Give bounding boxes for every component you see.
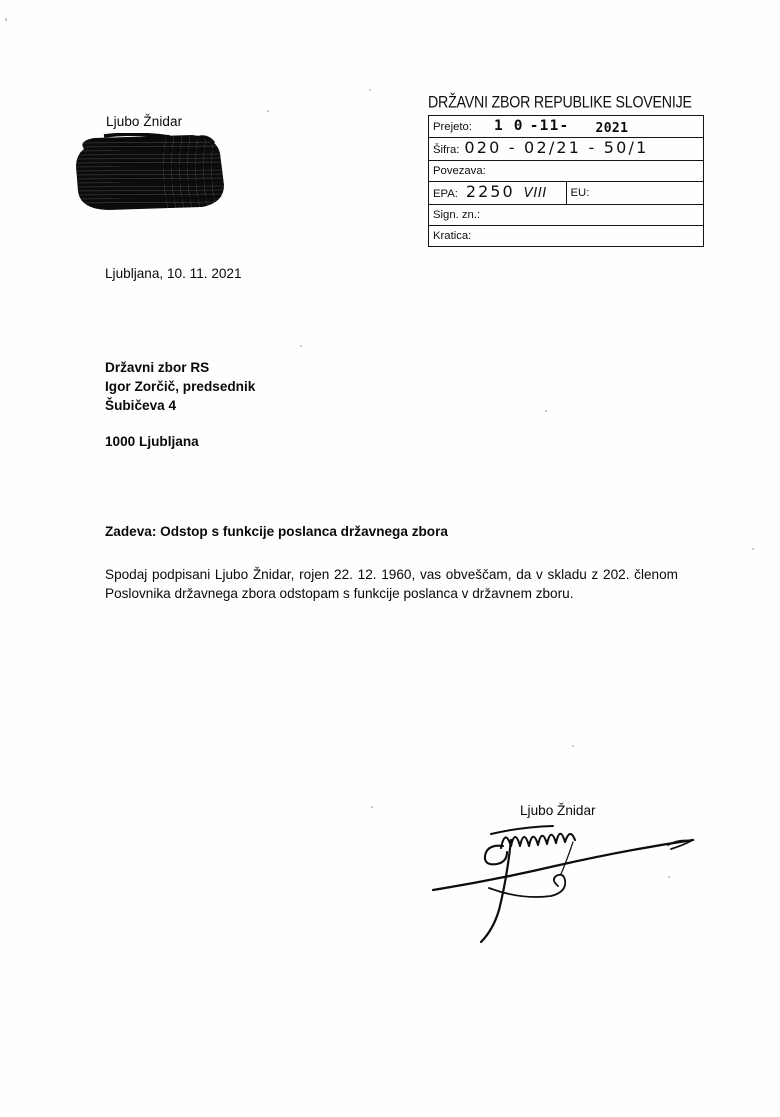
recipient-city: 1000 Ljubljana	[105, 434, 199, 449]
stamp-value-epa-roman: VIII	[523, 185, 547, 201]
stamp-table	[428, 115, 704, 247]
stamp-label-sign-zn: Sign. zn.:	[433, 209, 481, 221]
scan-speck	[752, 548, 754, 550]
reception-stamp	[428, 93, 706, 247]
sender-name: Ljubo Žnidar	[106, 114, 183, 129]
stamp-row-kratica	[429, 226, 704, 247]
scan-speck	[300, 345, 302, 347]
stamp-row-epa	[429, 182, 704, 205]
stamp-value-sifra: 020 - 02/21 - 50/1	[464, 138, 649, 157]
stamp-row-prejeto	[429, 116, 704, 138]
scan-speck	[369, 89, 371, 91]
stamp-value-prejeto-month: -11-	[529, 118, 570, 134]
stamp-cell-epa	[429, 182, 567, 205]
stamp-label-kratica: Kratica:	[433, 230, 472, 242]
stamp-cell-sifra	[429, 138, 704, 161]
stamp-row-sign-zn	[429, 205, 704, 226]
stamp-label-prejeto: Prejeto:	[433, 121, 472, 133]
date-line: Ljubljana, 10. 11. 2021	[105, 266, 242, 281]
recipient-address	[105, 358, 255, 415]
signature-name: Ljubo Žnidar	[520, 803, 596, 818]
stamp-row-povezava	[429, 161, 704, 182]
stamp-cell-kratica	[429, 226, 704, 247]
handwritten-signature	[425, 818, 700, 948]
stamp-label-eu: EU:	[570, 187, 590, 199]
recipient-line-2: Igor Zorčič, predsednik	[105, 379, 256, 394]
scan-speck	[267, 110, 269, 112]
stamp-value-epa: 2250	[465, 182, 515, 201]
recipient-line-3: Šubičeva 4	[105, 398, 177, 413]
stamp-row-sifra	[429, 138, 704, 161]
scan-speck	[5, 18, 7, 21]
scan-speck	[572, 745, 574, 747]
stamp-label-povezava: Povezava:	[433, 165, 486, 177]
stamp-title: DRŽAVNI ZBOR REPUBLIKE SLOVENIJE	[428, 93, 692, 112]
scan-speck	[371, 806, 373, 808]
stamp-cell-eu	[566, 182, 704, 205]
redaction-blob	[74, 133, 226, 211]
stamp-label-epa: EPA:	[433, 188, 458, 200]
stamp-value-prejeto-year: 2021	[595, 121, 629, 136]
stamp-cell-sign-zn	[429, 205, 704, 226]
stamp-value-prejeto-day: 1 0	[493, 118, 524, 134]
stamp-cell-povezava	[429, 161, 704, 182]
recipient-line-1: Državni zbor RS	[105, 360, 210, 375]
stamp-label-sifra: Šifra:	[433, 144, 460, 156]
subject-line: Zadeva: Odstop s funkcije poslanca državnega zbora	[105, 524, 448, 539]
body-paragraph: Spodaj podpisani Ljubo Žnidar, rojen 22. 12. 1960, vas obveščam, da v skladu z 202. členom Poslovnika državnega zbora odstopam s funkcije poslanca v državnem zboru.	[105, 567, 678, 602]
scan-speck	[545, 410, 547, 412]
stamp-cell-prejeto	[429, 116, 704, 138]
